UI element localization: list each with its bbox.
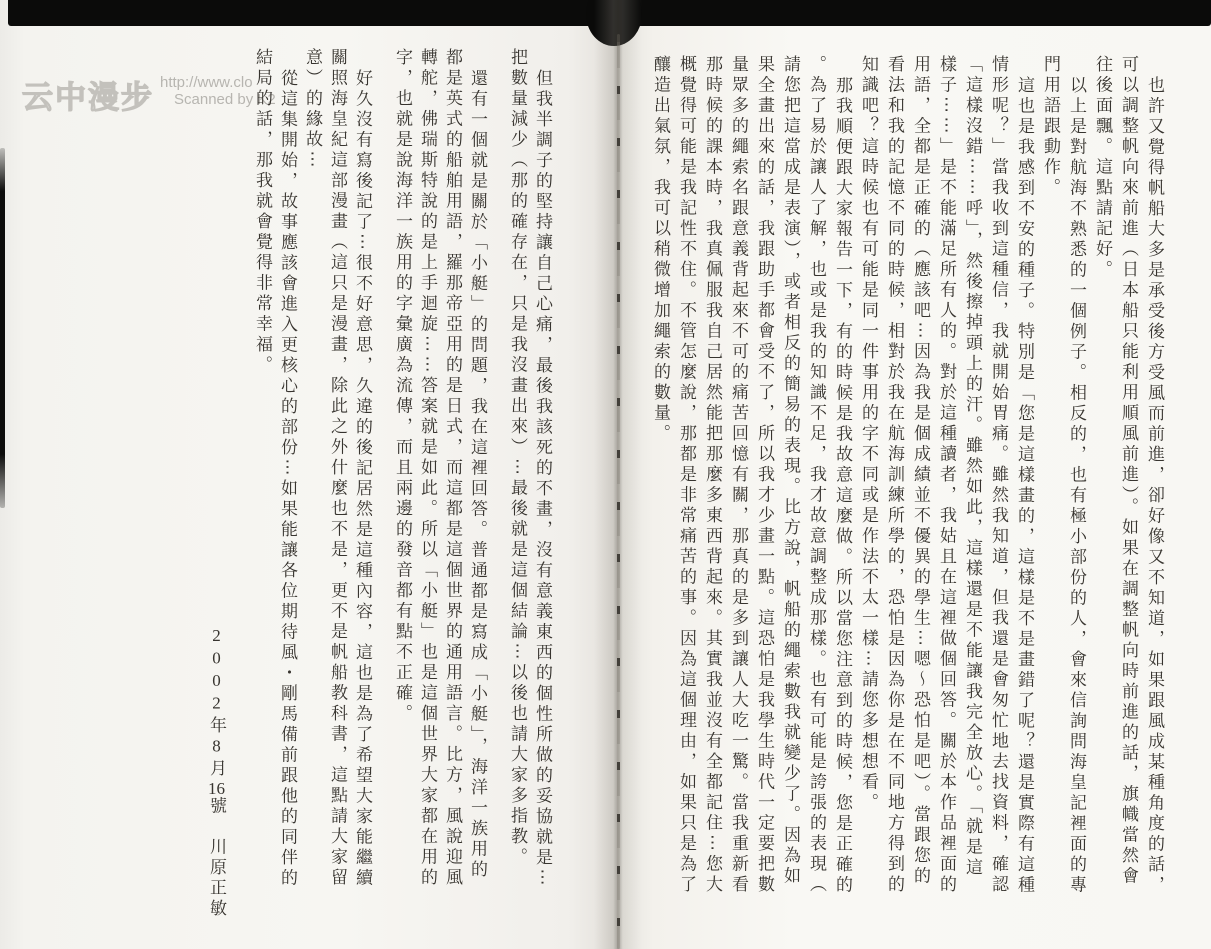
right-page-text: [645, 0, 1167, 949]
binding-stitches: [617, 34, 620, 949]
text-column: 果全畫出來的話，我跟助手都會受不了，所以我才少畫一點。這恐怕是我學生時代一定要把數: [755, 55, 774, 896]
author-signature: [203, 626, 229, 946]
text-column: 「這樣沒錯⋯⋯呼」，然後擦掉頭上的汗。雖然如此，這樣還是不能讓我完全放心。「就是這: [963, 55, 982, 879]
author-name: 川原正敏: [207, 837, 226, 920]
text-column: 好久沒有寫後記了⋯很不好意思，久違的後記居然是這種內容，這也是為了希望大家能繼續: [353, 69, 372, 889]
text-column: 釀造出氣氛，我可以稍微增加繩索的數量。: [651, 55, 670, 445]
text-column: 也許又覺得帆船大多是承受後方受風而前進，卻好像又不知道，如果跟風成某種角度的話，: [1145, 76, 1164, 896]
left-page-text: [205, 0, 555, 949]
text-column: 這也是我感到不安的種子。特別是「您是這樣畫的，這樣是不是畫錯了呢？還是實際有這種: [1015, 76, 1034, 896]
text-column: 情形呢？」當我收到這種信，我就開始胃痛。雖然我知道，但我還是會匆忙地去找資料，確認: [989, 55, 1008, 896]
text-column: 那我順便跟大家報告一下，有的時候是我故意這麼做。所以當您注意到的時候，您是正確的: [833, 76, 852, 896]
text-column: 結局的話，那我就會覺得非常幸福。: [253, 48, 272, 376]
text-column: 知識吧？這時候也有可能是同一件事用的字不同或是作法不太一樣⋯請您多想想看。: [859, 55, 878, 814]
text-column: 門用語跟動作。: [1041, 55, 1060, 199]
signature-date-suffix: 號: [207, 796, 226, 838]
text-column: 把數量減少（那的確存在，只是我沒畫出來）⋯最後就是這個結論⋯以後也請大家多指教。: [508, 48, 527, 868]
text-column: 轉舵，佛瑞斯特說的是上手迴旋⋯⋯答案就是如此。所以「小艇」也是這個世界大家都在用的: [418, 48, 437, 889]
text-column: 量眾多的繩索名跟意義背起來不可的痛苦回憶有關，那真的是多到讓人大吃一驚。當我重新看: [729, 55, 748, 896]
text-column: 從這集開始，故事應該會進入更核心的部份⋯如果能讓各位期待風・剛馬備前跟他的同伴的: [278, 69, 297, 889]
text-column: 還有一個就是關於「小艇」的問題，我在這裡回答。普通都是寫成「小艇」，海洋一族用的: [468, 69, 487, 881]
text-column: 那時候的課本時，我真佩服我自己居然能把那麼多東西背起來。其實我並沒有全都記住⋯您大: [703, 55, 722, 896]
text-column: 都是英式的船舶用語，羅那帝亞用的是日式，而這都是這個世界的通用語言。比方，風說迎風: [443, 48, 462, 889]
text-column: 可以調整帆向來前進（日本船只能利用順風前進）。如果在調整帆向時前進的話，旗幟當然會: [1119, 55, 1138, 887]
watermark-logo: 云中漫步: [22, 80, 154, 115]
text-column: 樣子⋯⋯」是不能滿足所有人的。對於這種讀者，我姑且在這裡做個回答。關於本作品裡面的: [937, 55, 956, 896]
signature-date: 2002年8月: [207, 626, 226, 780]
scan-border-left: [0, 148, 5, 508]
watermark-url: http://www.clo: [160, 74, 253, 91]
text-column: 字，也就是說海洋一族用的字彙廣為流傳，而且兩邊的發音都有點不正確。: [393, 48, 412, 725]
text-column: 關照海皇紀這部漫畫（這只是漫畫，除此之外什麼也不是，更不是帆船教科書，這點請大家留: [328, 48, 347, 889]
watermark-scanned-by: Scanned by K2: [174, 91, 276, 108]
text-column: 看法和我的記憶不同的時候，相對於我在航海訓練所學的，恐怕是因為你是在不同地方得到的: [885, 55, 904, 896]
text-column: 以上是對航海不熟悉的一個例子。相反的，也有極小部份的人，會來信詢問海皇記裡面的專: [1067, 76, 1086, 896]
signature-day: 16: [208, 779, 225, 797]
text-column: 。為了易於讓人了解，也或是我的知識不足，我才故意調整成那樣。也有可能是誇張的表現（: [807, 55, 826, 896]
text-column: 但我半調子的堅持讓自己心痛，最後我該死的不畫，沒有意義東西的個性所做的妥協就是⋯: [533, 69, 552, 889]
text-column: 概覺得可能是我記性不住。不管怎麼說，那都是非常痛苦的事。因為這個理由，如果只是為了: [677, 55, 696, 896]
text-column: 意）的緣故⋯: [303, 48, 322, 171]
text-column: 用語，全都是正確的（應該吧⋯因為我是個成績並不優異的學生⋯嗯～恐怕是吧）。當跟您的: [911, 55, 930, 887]
text-column: 請您把這當成是表演），或者相反的簡易的表現。比方說，帆船的繩索數我就變少了。因為如: [781, 55, 800, 887]
text-column: 往後面飄。這點請記好。: [1093, 55, 1112, 281]
